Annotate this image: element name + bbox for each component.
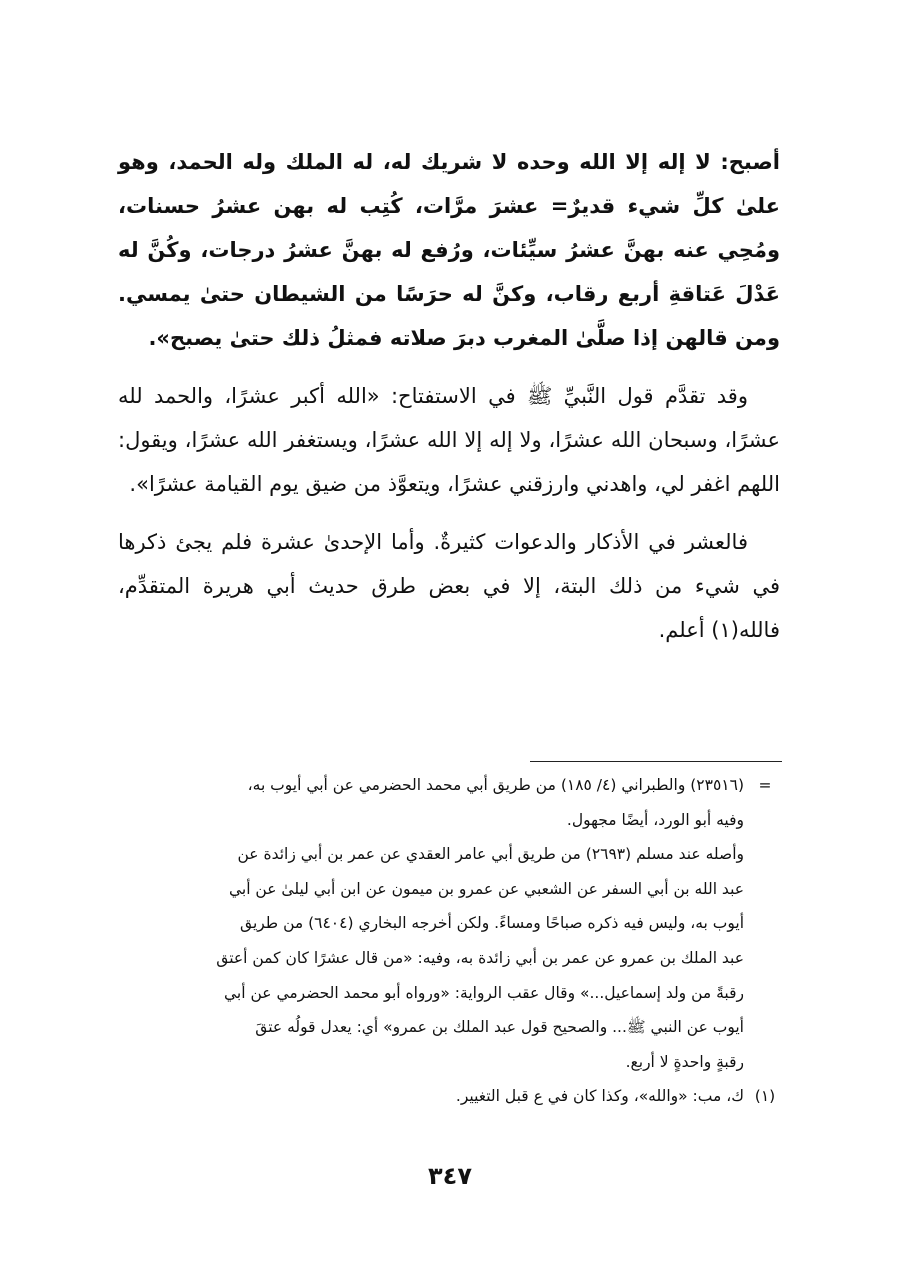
footnote-line: عبد الملك بن عمرو عن عمر بن أبي زائدة به، وفيه: «من قال عشرًا كان كمن أعتق	[216, 948, 744, 967]
page-number: ٣٤٧	[428, 1162, 472, 1190]
footnote-line: عبد الله بن أبي السفر عن الشعبي عن عمرو بن ميمون عن ابن أبي ليلىٰ عن أبي	[228, 879, 744, 898]
paragraph-dhikr-hadith: أصبح: لا إله إلا الله وحده لا شريك له، له الملك وله الحمد، وهو علىٰ كلِّ شيء قديرٌ= عشرَ مرَّات، كُتِب له بهن عشرُ حسنات، ومُحِي عنه بهنَّ عشرُ سيِّئات، ورُفع له بهنَّ عشرُ درجات، وكُنَّ له عَدْلَ عَتاقةِ أربع رقاب، وكنَّ له حرَسًا من الشيطان حتىٰ يمسي. ومن قالهن إذا صلَّىٰ المغرب دبرَ صلاته فمثلُ ذلك حتىٰ يصبح».	[118, 150, 780, 350]
footnote-1	[118, 1079, 780, 1114]
footnote-line: وفيه أبو الورد، أيضًا مجهول.	[566, 810, 744, 829]
footnote-line: أيوب به، وليس فيه ذكره صباحًا ومساءً. ولكن أخرجه البخاري (٦٤٠٤) من طريق	[240, 914, 744, 933]
paragraph-conclusion: فالعشر في الأذكار والدعوات كثيرةٌ. وأما الإحدىٰ عشرة فلم يجئ ذكرها في شيء من ذلك البتة، إلا في بعض طرق حديث أبي هريرة المتقدِّم، فالله(١) أعلم.	[118, 530, 780, 642]
footnote-line: (٢٣٥١٦) والطبراني (٤/ ١٨٥) من طريق أبي محمد الحضرمي عن أبي أيوب به،	[247, 776, 744, 794]
footnote-line: رقبةٍ واحدةٍ لا أربع.	[625, 1052, 744, 1071]
footnote-1-text: ك، مب: «والله»، وكذا كان في ع قبل التغيير.	[455, 1087, 744, 1106]
paragraph-istiftah: وقد تقدَّم قول النَّبيِّ ﷺ في الاستفتاح: «الله أكبر عشرًا، والحمد لله عشرًا، وسبحان الله عشرًا، ولا إله إلا الله عشرًا، ويستغفر الله عشرًا، ويقول: اللهم اغفر لي، واهدني وارزقني عشرًا، ويتعوَّذ من ضيق يوم القيامة عشرًا».	[118, 384, 780, 496]
footnote-line: وأصله عند مسلم (٢٦٩٣) من طريق أبي عامر العقدي عن عمر بن أبي زائدة عن	[237, 845, 744, 864]
footnotes-section	[118, 768, 780, 1114]
footnote-line: رقبةً من ولد إسماعيل...» وقال عقب الرواية: «ورواه أبو محمد الحضرمي عن أبي	[224, 983, 744, 1002]
main-text-body	[118, 140, 780, 652]
footnote-continuation-marker: =	[758, 776, 772, 794]
footnote-continuation	[118, 768, 780, 1079]
footnote-separator	[530, 761, 782, 762]
footnote-line: أيوب عن النبي ﷺ... والصحيح قول عبد الملك بن عمرو» أي: يعدل قولُه عتقَ	[255, 1018, 744, 1037]
footnote-1-marker: (١)	[754, 1087, 776, 1106]
